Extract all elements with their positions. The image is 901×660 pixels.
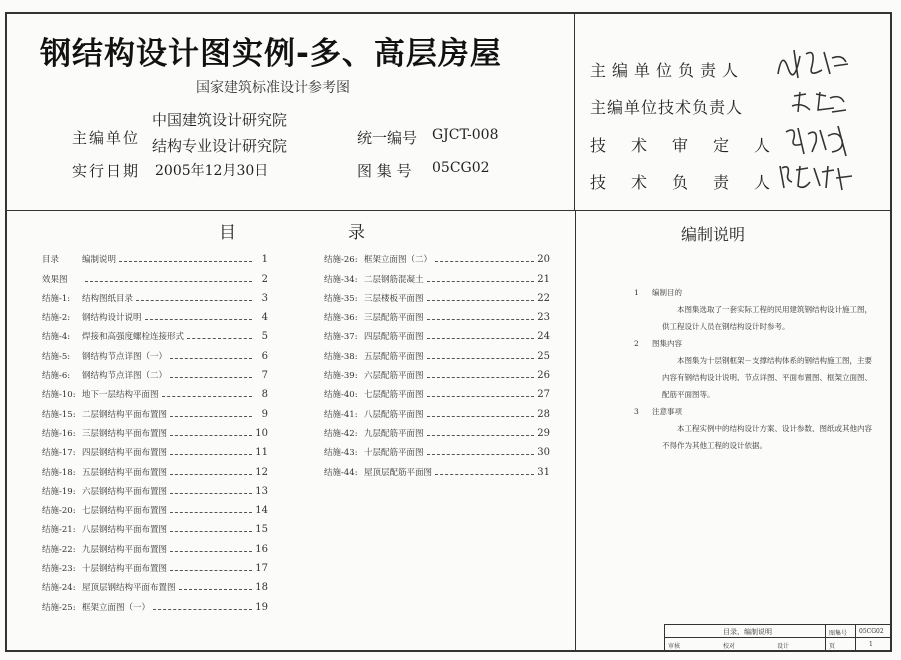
toc-leader-dots (435, 474, 534, 475)
editor-unit-line2: 结构专业设计研究院 (152, 137, 288, 155)
toc-item-page: 9 (261, 408, 268, 420)
signature-row (590, 133, 796, 156)
toc-item-code: 结施-37: (324, 332, 358, 343)
toc-item-name: 九层配筋平面图 (364, 428, 424, 439)
note-heading-text: 图集内容 (652, 339, 682, 348)
title-block-review: 审核 (668, 643, 681, 650)
notes-title: 编制说明 (681, 225, 746, 244)
toc-heading-left: 目 (219, 223, 236, 243)
toc-item-page: 2 (261, 273, 268, 285)
toc-item-code: 结施-41: (324, 409, 358, 420)
toc-item-code: 目录 (42, 255, 60, 266)
toc-item (42, 285, 268, 304)
toc-item-page: 19 (255, 601, 268, 613)
toc-item-page: 26 (537, 370, 550, 382)
page-subtitle: 国家建筑标准设计参考图 (196, 80, 350, 96)
toc-item-code: 结施-23: (42, 564, 76, 575)
toc-leader-dots (85, 281, 252, 282)
toc-item (42, 439, 268, 458)
toc-item-page: 18 (255, 582, 268, 594)
toc-item-page: 31 (537, 466, 550, 478)
toc-item (42, 323, 268, 342)
toc-item-page: 5 (261, 331, 268, 343)
signature-role: 主编单位技术负责人 (590, 98, 744, 117)
note-text: 本图集选取了一套实际工程的民用建筑钢结构设计施工图，供工程设计人员在钢结构设计时参考。 (662, 305, 872, 331)
toc-item-page: 22 (537, 292, 550, 304)
toc-item (42, 304, 268, 323)
toc-leader-dots (170, 454, 252, 455)
toc-item-page: 13 (255, 485, 268, 497)
toc-item (324, 420, 550, 439)
toc-item-page: 14 (255, 505, 268, 517)
toc-item-name: 七层钢结构平面布置图 (82, 506, 168, 517)
toc-item-code: 结施-44: (324, 467, 358, 478)
toc-item (324, 381, 550, 400)
signature-role: 技术审定人 (590, 136, 796, 155)
note-number: 3 (634, 407, 639, 416)
toc-item-page: 21 (537, 273, 550, 285)
toc-item (42, 516, 268, 535)
toc-leader-dots (170, 493, 252, 494)
toc-item-code: 结施-25: (42, 602, 76, 613)
toc-leader-dots (427, 338, 534, 339)
toc-item-page: 17 (255, 563, 268, 575)
toc-item (42, 420, 268, 439)
toc-item-code: 结施-22: (42, 544, 76, 555)
editor-unit-label: 主编单位 (72, 129, 141, 147)
toc-leader-dots (170, 570, 252, 571)
toc-item-code: 结施-2: (42, 313, 71, 324)
toc-leader-dots (170, 358, 252, 359)
toc-item-code: 结施-38: (324, 351, 358, 362)
toc-item-code: 结施-17: (42, 448, 76, 459)
toc-item-page: 3 (261, 292, 268, 304)
title-block-check: 校对 (723, 643, 736, 650)
handwritten-signature (782, 122, 852, 160)
effective-date-label: 实行日期 (72, 162, 141, 180)
toc-item-name: 八层钢结构平面布置图 (82, 525, 168, 536)
toc-leader-dots (427, 435, 534, 436)
toc-item-page: 10 (255, 427, 268, 439)
toc-item (324, 304, 550, 323)
signature-row (590, 95, 775, 118)
toc-item-page: 15 (255, 524, 268, 536)
handwritten-signature (776, 160, 856, 194)
toc-leader-dots (170, 551, 252, 552)
toc-item-name: 屋顶层配筋平面图 (364, 467, 433, 478)
toc-item-name: 六层钢结构平面布置图 (82, 486, 168, 497)
note-heading (634, 335, 874, 352)
toc-item-name: 九层钢结构平面布置图 (82, 544, 168, 555)
toc-item (324, 342, 550, 361)
note-heading (634, 284, 874, 301)
toc-item (42, 381, 268, 400)
signature-role: 技术负责人 (590, 173, 796, 192)
toc-item-code: 结施-6: (42, 371, 71, 382)
toc-item-name: 三层钢结构平面布置图 (82, 428, 168, 439)
toc-list-right (324, 246, 550, 478)
toc-item-code: 结施-16: (42, 428, 76, 439)
toc-item (42, 400, 268, 419)
toc-leader-dots (170, 531, 252, 532)
toc-leader-dots (427, 396, 534, 397)
atlas-number-value: 05CG02 (432, 160, 490, 176)
title-block-design: 设计 (777, 643, 790, 650)
toc-item-code: 结施-26: (324, 255, 358, 266)
handwritten-signature (772, 44, 852, 84)
toc-item (324, 400, 550, 419)
signature-divider (574, 14, 575, 210)
toc-item-name: 八层配筋平面图 (364, 409, 424, 420)
toc-item (42, 362, 268, 381)
toc-item-code: 结施-39: (324, 371, 358, 382)
toc-item-name: 五层钢结构平面布置图 (82, 467, 168, 478)
toc-item-page: 16 (255, 543, 268, 555)
toc-item-code: 结施-5: (42, 351, 71, 362)
toc-item-name: 六层配筋平面图 (364, 371, 424, 382)
toc-item-code: 结施-43: (324, 448, 358, 459)
toc-item (42, 458, 268, 477)
atlas-number-label: 图 集 号 (357, 162, 412, 180)
toc-item (42, 497, 268, 516)
toc-item-name: 四层配筋平面图 (364, 332, 424, 343)
toc-list-left (42, 246, 268, 613)
toc-leader-dots (427, 416, 534, 417)
toc-item (42, 265, 268, 284)
toc-item-page: 24 (537, 331, 550, 343)
toc-leader-dots (427, 358, 534, 359)
toc-item-name: 钢结构节点详图（二） (82, 371, 168, 382)
toc-item-name: 二层钢结构平面布置图 (82, 409, 168, 420)
note-text: 本工程实例中的结构设计方案、设计参数、图纸或其他内容不得作为其他工程的设计依据。 (662, 424, 872, 450)
editor-unit-line1: 中国建筑设计研究院 (152, 111, 288, 129)
toc-leader-dots (170, 435, 252, 436)
toc-item-name: 三层配筋平面图 (364, 313, 424, 324)
toc-item-page: 11 (255, 447, 268, 459)
toc-item (324, 323, 550, 342)
toc-leader-dots (435, 261, 534, 262)
toc-leader-dots (170, 377, 252, 378)
toc-item-code: 结施-20: (42, 506, 76, 517)
toc-leader-dots (170, 512, 252, 513)
toc-item-name: 地下一层结构平面图 (82, 390, 159, 401)
toc-item-page: 27 (537, 389, 550, 401)
title-block (664, 624, 892, 652)
toc-item (42, 555, 268, 574)
header-divider (7, 210, 890, 211)
signature-role: 主编单位负责人 (590, 61, 745, 80)
title-block-page-label: 页 (829, 643, 836, 650)
toc-item (42, 246, 268, 265)
toc-leader-dots (153, 609, 252, 610)
toc-item (324, 439, 550, 458)
toc-leader-dots (427, 454, 534, 455)
toc-item-page: 20 (537, 254, 550, 266)
notes-divider (575, 210, 576, 650)
toc-item (324, 246, 550, 265)
toc-item-name: 四层钢结构平面布置图 (82, 448, 168, 459)
toc-item (42, 478, 268, 497)
toc-item-code: 结施-4: (42, 332, 71, 343)
title-block-atlas-value: 05CG02 (859, 628, 884, 635)
toc-item-name: 十层配筋平面图 (364, 448, 424, 459)
toc-item-page: 7 (261, 370, 268, 382)
toc-leader-dots (427, 300, 534, 301)
toc-leader-dots (170, 474, 252, 475)
page-title: 钢结构设计图实例-多、高层房屋 (40, 36, 502, 72)
title-block-page-value: 1 (869, 641, 873, 648)
note-text: 本图集为十层钢框架－支撑结构体系的钢结构施工图，主要内容有钢结构设计说明、节点详图、平面布置图、框架立面图、配筋平面图等。 (662, 356, 872, 399)
toc-leader-dots (427, 281, 534, 282)
note-number: 2 (634, 339, 639, 348)
toc-leader-dots (179, 589, 252, 590)
toc-item-page: 25 (537, 350, 550, 362)
toc-item-name: 焊接和高强度螺栓连接形式 (82, 332, 185, 343)
notes-body (634, 284, 874, 454)
toc-item-page: 12 (255, 466, 268, 478)
toc-item-code: 结施-18: (42, 467, 76, 478)
toc-item (42, 535, 268, 554)
effective-date-value: 2005年12月30日 (155, 163, 269, 179)
toc-item-code: 结施-35: (324, 293, 358, 304)
toc-item-name: 五层配筋平面图 (364, 351, 424, 362)
toc-item-code: 结施-10: (42, 390, 76, 401)
toc-item (42, 342, 268, 361)
toc-leader-dots (187, 338, 252, 339)
toc-leader-dots (427, 377, 534, 378)
toc-item-code: 结施-21: (42, 525, 76, 536)
signature-row (590, 58, 775, 81)
signature-row (590, 170, 796, 193)
toc-item-name: 屋顶层钢结构平面布置图 (82, 583, 176, 594)
title-block-name: 目录、编制说明 (723, 628, 772, 636)
toc-item-code: 结施-36: (324, 313, 358, 324)
toc-item-page: 23 (537, 312, 550, 324)
toc-item-name: 框架立面图（一） (82, 602, 151, 613)
toc-item-code: 结施-1: (42, 293, 71, 304)
toc-item-name: 三层楼板平面图 (364, 293, 424, 304)
note-heading (634, 403, 874, 420)
toc-item-name: 编制说明 (82, 255, 117, 266)
toc-item-code: 结施-24: (42, 583, 76, 594)
serial-number-label: 统一编号 (357, 129, 418, 147)
toc-heading-right: 录 (348, 223, 365, 243)
toc-item-page: 30 (537, 447, 550, 459)
serial-number-value: GJCT-008 (432, 127, 499, 143)
toc-leader-dots (170, 416, 252, 417)
toc-item (42, 593, 268, 612)
toc-item-code: 结施-40: (324, 390, 358, 401)
toc-item-name: 框架立面图（二） (364, 255, 433, 266)
toc-item (324, 362, 550, 381)
toc-item-name: 钢结构设计说明 (82, 313, 142, 324)
toc-item-page: 4 (261, 312, 268, 324)
note-number: 1 (634, 288, 639, 297)
toc-item-code: 效果图 (42, 274, 68, 285)
toc-item-name: 钢结构节点详图（一） (82, 351, 168, 362)
toc-item-name: 结构图纸目录 (82, 293, 134, 304)
toc-item-name: 十层钢结构平面布置图 (82, 564, 168, 575)
toc-leader-dots (119, 261, 252, 262)
toc-leader-dots (162, 396, 252, 397)
note-heading-text: 编制目的 (652, 288, 682, 297)
toc-item-page: 8 (261, 389, 268, 401)
note-heading-text: 注意事项 (652, 407, 682, 416)
toc-item-page: 29 (537, 427, 550, 439)
toc-item-code: 结施-34: (324, 274, 358, 285)
toc-item-name: 二层钢筋混凝土 (364, 274, 424, 285)
toc-item-code: 结施-19: (42, 486, 76, 497)
toc-item-page: 1 (261, 254, 268, 266)
toc-item (324, 265, 550, 284)
handwritten-signature (790, 88, 850, 118)
title-block-atlas-label: 图集号 (829, 630, 848, 637)
toc-item (324, 285, 550, 304)
toc-leader-dots (427, 319, 534, 320)
toc-item-page: 28 (537, 408, 550, 420)
toc-item-name: 七层配筋平面图 (364, 390, 424, 401)
toc-leader-dots (145, 319, 252, 320)
toc-item-page: 6 (261, 350, 268, 362)
toc-item (42, 574, 268, 593)
toc-item (324, 458, 550, 477)
toc-item-code: 结施-15: (42, 409, 76, 420)
toc-leader-dots (136, 300, 252, 301)
toc-item-code: 结施-42: (324, 428, 358, 439)
